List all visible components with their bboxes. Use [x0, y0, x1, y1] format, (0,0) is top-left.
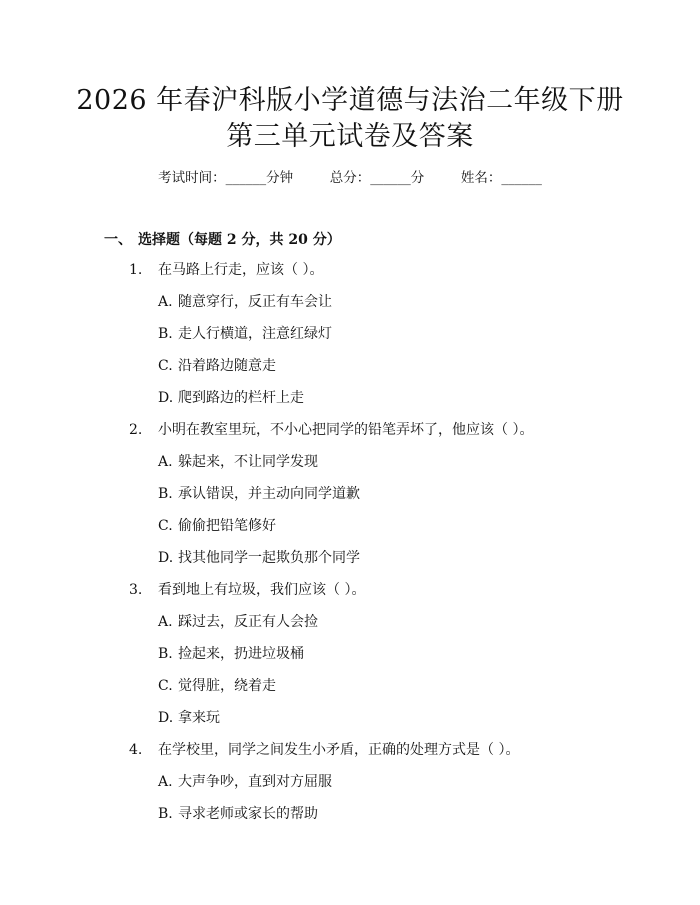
question-number: 4. [129, 742, 143, 758]
option-text: 走人行横道，注意红绿灯 [178, 326, 332, 342]
option-text: 寻求老师或家长的帮助 [178, 806, 318, 822]
exam-time-blank: ______ [225, 170, 267, 186]
total-score-label: 总分： [329, 170, 371, 186]
option-text: 随意穿行，反正有车会让 [178, 294, 332, 310]
question-3-option-c [158, 676, 276, 696]
question-1-option-d [158, 388, 304, 408]
option-text: 躲起来，不让同学发现 [178, 454, 318, 470]
section-title: 选择题（每题 2 分，共 20 分） [138, 232, 341, 248]
option-letter: C. [158, 518, 173, 534]
question-4-option-b [158, 804, 318, 824]
option-letter: D. [158, 390, 174, 406]
option-letter: C. [158, 678, 173, 694]
option-letter: B. [158, 806, 173, 822]
option-letter: A. [158, 294, 173, 310]
option-text: 沿着路边随意走 [178, 358, 276, 374]
exam-info-line [0, 169, 700, 187]
question-3-option-b [158, 644, 304, 664]
question-text: 看到地上有垃圾，我们应该（ ）。 [158, 582, 366, 598]
student-name-label: 姓名： [460, 170, 502, 186]
question-1-option-b [158, 324, 332, 344]
question-text: 在马路上行走，应该（ ）。 [158, 262, 324, 278]
question-3-option-d [158, 708, 220, 728]
question-number: 3. [129, 582, 143, 598]
option-text: 捡起来，扔进垃圾桶 [178, 646, 304, 662]
question-1 [129, 260, 323, 280]
question-3-option-a [158, 612, 318, 632]
question-text: 在学校里，同学之间发生小矛盾，正确的处理方式是（ ）。 [158, 742, 520, 758]
question-number: 2. [129, 422, 143, 438]
exam-time-unit: 分钟 [266, 170, 294, 186]
total-score-blank: ______ [370, 170, 411, 186]
document-title-line-1: 2026 年春沪科版小学道德与法治二年级下册 [76, 85, 624, 116]
option-letter: C. [158, 358, 173, 374]
option-letter: B. [158, 646, 173, 662]
option-text: 找其他同学一起欺负那个同学 [178, 550, 360, 566]
option-letter: A. [158, 774, 173, 790]
question-text: 小明在教室里玩，不小心把同学的铅笔弄坏了，他应该（ ）。 [158, 422, 534, 438]
question-2-option-b [158, 484, 360, 504]
option-text: 偷偷把铅笔修好 [178, 518, 276, 534]
section-heading [104, 230, 341, 250]
student-name-blank: ______ [501, 170, 542, 186]
section-number: 一、 [104, 232, 132, 248]
question-number: 1. [129, 262, 143, 278]
question-2 [129, 420, 533, 440]
option-text: 踩过去，反正有人会捡 [178, 614, 318, 630]
option-letter: D. [158, 710, 174, 726]
question-1-option-c [158, 356, 276, 376]
option-text: 爬到路边的栏杆上走 [178, 390, 304, 406]
option-letter: B. [158, 326, 173, 342]
option-letter: B. [158, 486, 173, 502]
total-score-unit: 分 [410, 170, 425, 186]
option-text: 承认错误，并主动向同学道歉 [178, 486, 360, 502]
option-letter: D. [158, 550, 174, 566]
exam-time-label: 考试时间： [158, 170, 226, 186]
option-letter: A. [158, 454, 173, 470]
option-letter: A. [158, 614, 173, 630]
question-1-option-a [158, 292, 332, 312]
question-2-option-a [158, 452, 318, 472]
document-title-line-2: 第三单元试卷及答案 [226, 121, 474, 152]
question-2-option-c [158, 516, 276, 536]
option-text: 觉得脏，绕着走 [178, 678, 276, 694]
option-text: 拿来玩 [178, 710, 220, 726]
question-4 [129, 740, 519, 760]
option-text: 大声争吵，直到对方屈服 [178, 774, 332, 790]
question-3 [129, 580, 365, 600]
question-2-option-d [158, 548, 360, 568]
question-4-option-a [158, 772, 332, 792]
